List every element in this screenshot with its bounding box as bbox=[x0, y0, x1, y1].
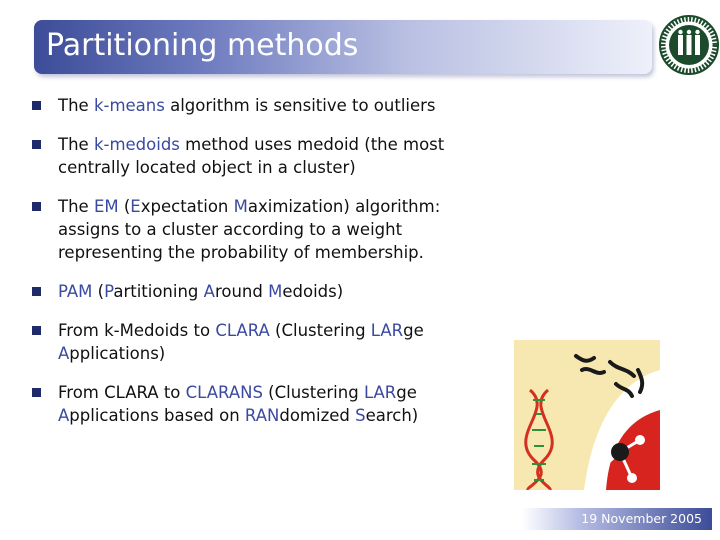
bullet-item bbox=[32, 319, 502, 365]
highlighted-term: LAR bbox=[363, 383, 397, 402]
bullet-item bbox=[32, 133, 502, 179]
square-bullet-icon bbox=[32, 287, 41, 296]
bullet-text: round bbox=[214, 282, 269, 301]
bullet-text: ge bbox=[403, 321, 424, 340]
highlighted-term: A bbox=[58, 406, 70, 425]
highlighted-term: M bbox=[233, 197, 248, 216]
highlighted-term: A bbox=[203, 282, 215, 301]
highlighted-term: P bbox=[104, 282, 114, 301]
highlighted-term: k-medoids bbox=[93, 135, 180, 154]
bullet-text: The bbox=[58, 96, 94, 115]
highlighted-term: EM bbox=[93, 197, 119, 216]
bullet-item bbox=[32, 280, 502, 303]
square-bullet-icon bbox=[32, 388, 41, 397]
square-bullet-icon bbox=[32, 101, 41, 110]
highlighted-term: LAR bbox=[370, 321, 404, 340]
bullet-item bbox=[32, 195, 502, 264]
highlighted-term: k-means bbox=[93, 96, 165, 115]
highlighted-term: CLARANS bbox=[185, 383, 263, 402]
bullet-text: From CLARA to bbox=[58, 383, 186, 402]
bullet-text: ( bbox=[92, 282, 105, 301]
bullet-text: From k-Medoids to bbox=[58, 321, 216, 340]
bullet-text: ( bbox=[118, 197, 131, 216]
bullet-text: ge bbox=[396, 383, 417, 402]
square-bullet-icon bbox=[32, 202, 41, 211]
highlighted-term: PAM bbox=[58, 282, 93, 301]
bullet-item bbox=[32, 94, 502, 117]
bullet-text: domized bbox=[279, 406, 356, 425]
bullet-text: (Clustering bbox=[262, 383, 364, 402]
bullet-text: earch) bbox=[365, 406, 419, 425]
square-bullet-icon bbox=[32, 326, 41, 335]
bullet-list bbox=[32, 94, 502, 443]
slide-title: Partitioning methods bbox=[46, 28, 359, 63]
highlighted-term: S bbox=[355, 406, 366, 425]
bullet-text: aximization) algorithm: assigns to a cluster according to a weight representing the probability of membership. bbox=[58, 197, 441, 262]
university-seal-icon bbox=[658, 14, 720, 76]
highlighted-term: RAN bbox=[244, 406, 280, 425]
bullet-text: pplications) bbox=[69, 344, 166, 363]
slide-date: 19 November 2005 bbox=[581, 511, 702, 526]
bullet-text: The bbox=[58, 135, 94, 154]
bullet-item bbox=[32, 381, 502, 427]
bullet-text: algorithm is sensitive to outliers bbox=[164, 96, 436, 115]
bullet-text: The bbox=[58, 197, 94, 216]
bullet-text: pplications based on bbox=[69, 406, 245, 425]
bullet-text: xpectation bbox=[140, 197, 234, 216]
dna-chromosome-illustration bbox=[514, 340, 660, 490]
bullet-text: (Clustering bbox=[269, 321, 371, 340]
highlighted-term: A bbox=[58, 344, 70, 363]
highlighted-term: E bbox=[130, 197, 141, 216]
bullet-text: method uses medoid (the most centrally located object in a cluster) bbox=[58, 135, 445, 177]
square-bullet-icon bbox=[32, 140, 41, 149]
highlighted-term: CLARA bbox=[215, 321, 270, 340]
highlighted-term: M bbox=[268, 282, 283, 301]
footer-date-bar bbox=[522, 508, 712, 530]
bullet-text: edoids) bbox=[282, 282, 344, 301]
bullet-text: artitioning bbox=[113, 282, 204, 301]
